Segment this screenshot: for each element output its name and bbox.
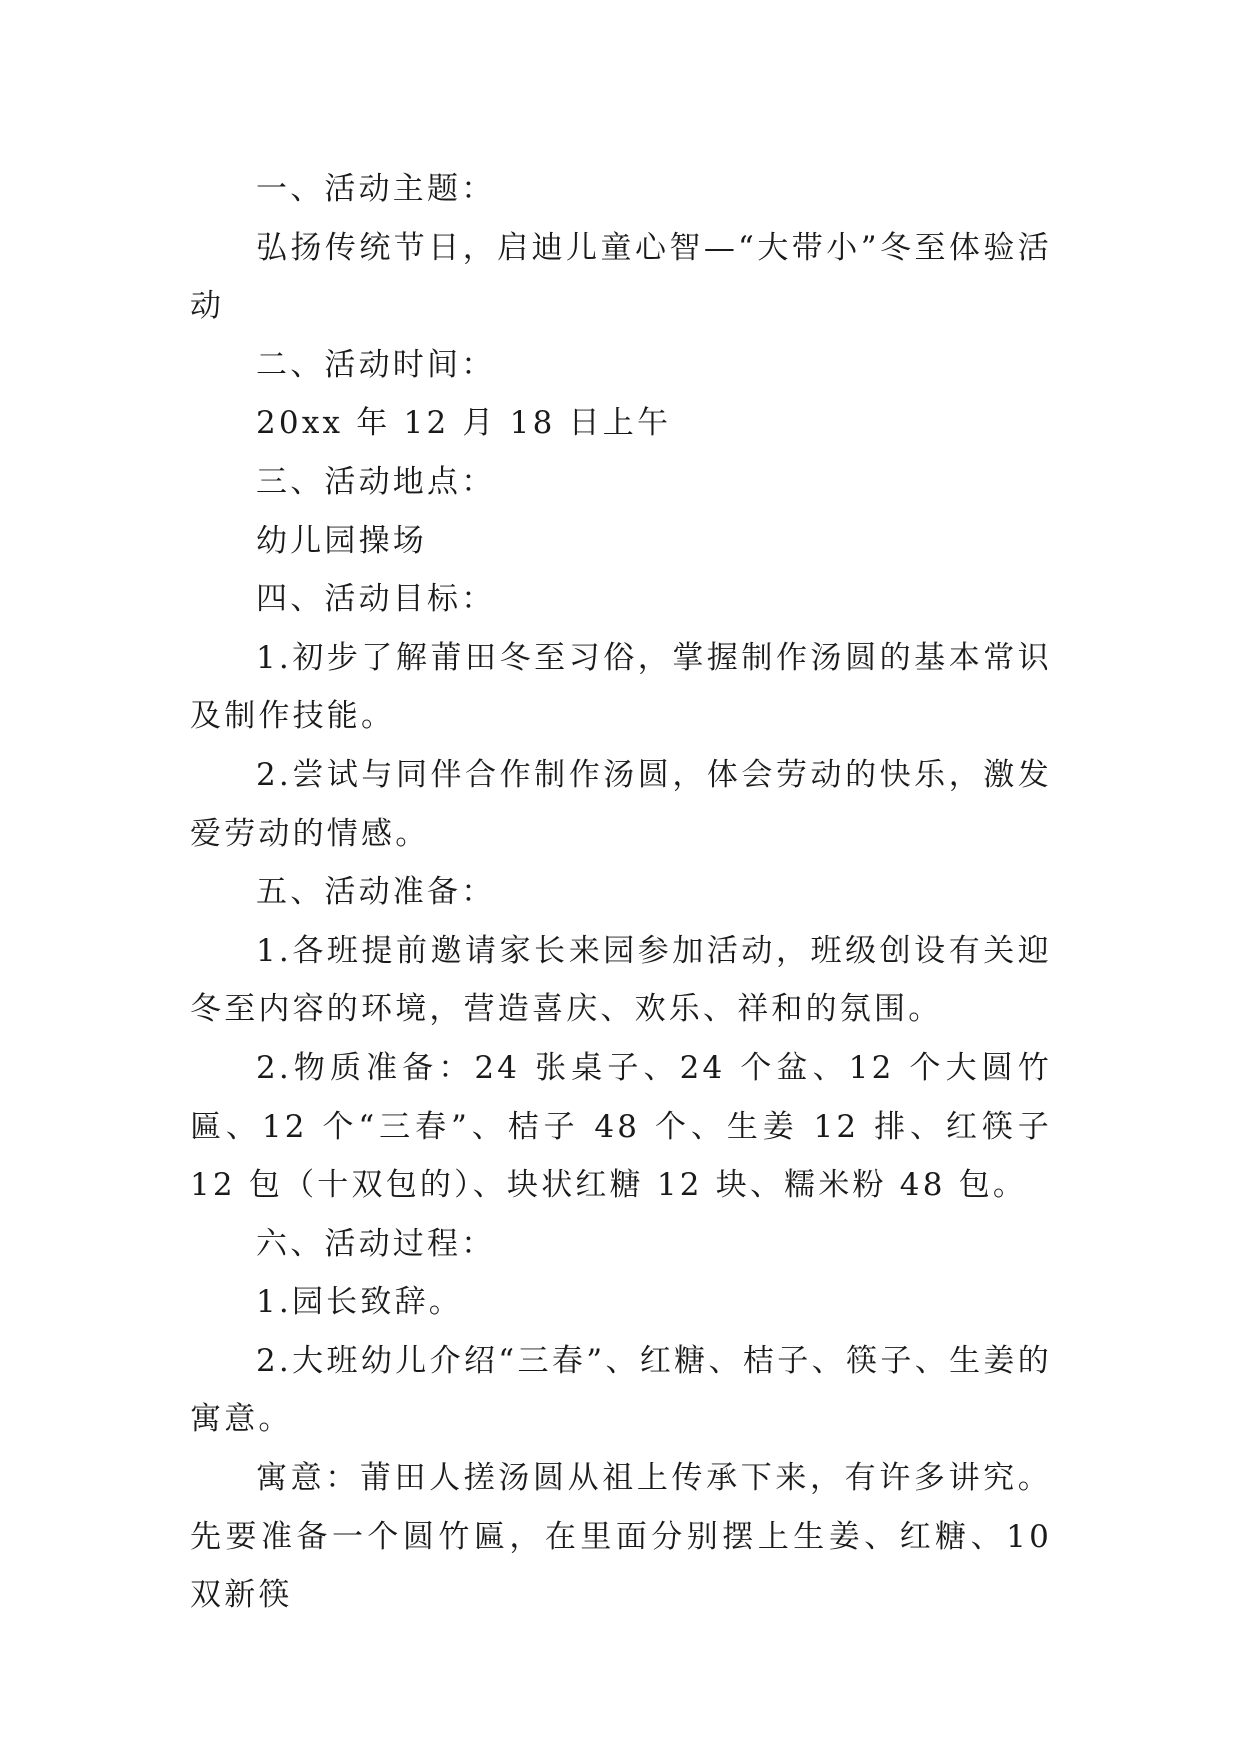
paragraph-activity-theme: 弘扬传统节日，启迪儿童心智—“大带小”冬至体验活动 (190, 229, 1052, 325)
heading-activity-theme: 一、活动主题： (256, 171, 496, 207)
paragraph-process-1: 1.园长致辞。 (256, 1284, 463, 1321)
heading-activity-location: 三、活动地点： (256, 463, 496, 500)
heading-activity-process: 六、活动过程： (256, 1225, 496, 1262)
paragraph-goal-1: 1.初步了解莆田冬至习俗，掌握制作汤圆的基本常识及制作技能。 (190, 639, 1052, 735)
paragraph-preparation-1: 1.各班提前邀请家长来园参加活动，班级创设有关迎冬至内容的环境，营造喜庆、欢乐、祥和的氛围。 (190, 932, 1052, 1028)
document-body (190, 160, 1052, 1625)
paragraph-activity-time: 20xx 年 12 月 18 日上午 (256, 405, 672, 442)
paragraph-meaning: 寓意：莆田人搓汤圆从祖上传承下来，有许多讲究。先要准备一个圆竹匾，在里面分别摆上生姜、红糖、10 双新筷 (190, 1460, 1052, 1614)
heading-activity-goals: 四、活动目标： (256, 581, 496, 618)
paragraph-activity-location: 幼儿园操场 (256, 522, 427, 559)
heading-activity-time: 二、活动时间： (256, 346, 496, 383)
paragraph-goal-2: 2.尝试与同伴合作制作汤圆，体会劳动的快乐，激发爱劳动的情感。 (190, 756, 1052, 852)
paragraph-preparation-2: 2.物质准备：24 张桌子、24 个盆、12 个大圆竹匾、12 个“三春”、桔子 48 个、生姜 12 排、红筷子 12 包（十双包的）、块状红糖 12 块、糯米粉 48 包。 (190, 1049, 1052, 1204)
heading-activity-preparation: 五、活动准备： (256, 874, 496, 911)
paragraph-process-2: 2.大班幼儿介绍“三春”、红糖、桔子、筷子、生姜的寓意。 (190, 1342, 1052, 1438)
